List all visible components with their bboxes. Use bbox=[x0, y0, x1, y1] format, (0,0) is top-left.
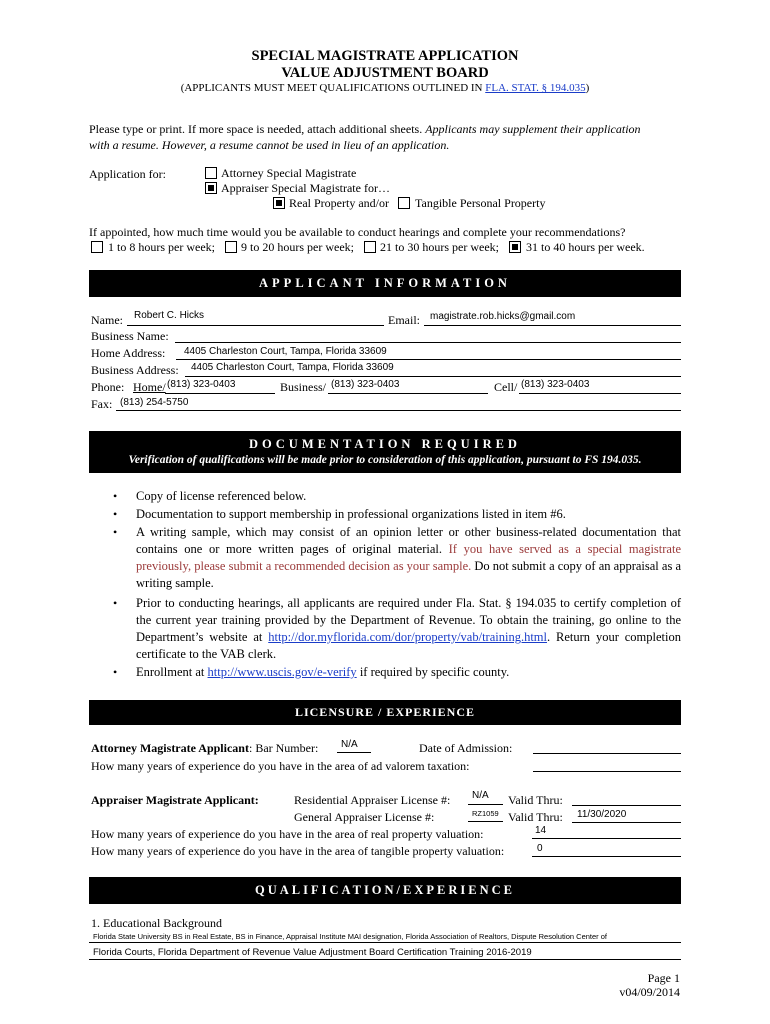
bullet-1-marker: • bbox=[113, 489, 118, 503]
availability-21-30-checkbox[interactable] bbox=[364, 241, 376, 253]
home-address-label: Home Address: bbox=[91, 346, 166, 360]
tangible-years-field[interactable]: 0 bbox=[537, 843, 543, 854]
business-phone-field[interactable]: (813) 323-0403 bbox=[331, 379, 400, 390]
residential-valid-thru-label: Valid Thru: bbox=[508, 793, 563, 807]
bullet-5-plain: Enrollment at bbox=[136, 665, 208, 679]
bullet-3-red: If you have served as a special magistrate previously, please submit a recommended decision as your sample. bbox=[136, 542, 681, 573]
bullet-1-text: Copy of license referenced below. bbox=[136, 489, 307, 503]
documentation-heading-bar bbox=[89, 431, 681, 473]
business-name-field[interactable] bbox=[175, 342, 681, 343]
availability-31-40-label: 31 to 40 hours per week. bbox=[526, 240, 645, 254]
email-underline bbox=[424, 325, 681, 326]
bullet-3-tail: Do not submit a copy of an appraisal as a writing sample. bbox=[136, 559, 681, 590]
qualification-heading: QUALIFICATION/EXPERIENCE bbox=[89, 877, 681, 904]
availability-21-30-label: 21 to 30 hours per week; bbox=[380, 240, 499, 254]
availability-1-8-checkbox[interactable] bbox=[91, 241, 103, 253]
bullet-3-plain: A writing sample, which may consist of an opinion letter or other business-related documentation that contains one or more written pages of original material. bbox=[136, 525, 681, 556]
ad-valorem-years-field[interactable] bbox=[533, 771, 681, 772]
business-address-label: Business Address: bbox=[91, 363, 179, 377]
email-label: Email: bbox=[388, 313, 420, 327]
bar-number-label: : Bar Number: bbox=[248, 741, 319, 755]
educational-background-line-1[interactable]: Florida State University BS in Real Estate, BS in Finance, Appraisal Institute MAI designation, Florida Association of Realtors, Dispute Resolution Center of bbox=[93, 932, 608, 941]
general-valid-thru-label: Valid Thru: bbox=[508, 810, 563, 824]
business-phone-underline bbox=[328, 393, 488, 394]
licensure-heading: LICENSURE / EXPERIENCE bbox=[89, 700, 681, 725]
bullet-3-text bbox=[136, 524, 681, 592]
bullet-2-text: Documentation to support membership in professional organizations listed in item #6. bbox=[136, 507, 566, 521]
education-underline-2 bbox=[89, 959, 681, 960]
tangible-property-checkbox[interactable] bbox=[398, 197, 410, 209]
bullet-4-plain: Prior to conducting hearings, all applicants are required under Fla. Stat. § 194.035 to certify completion of the current year training provided by the Department of Revenue. To obtain the training, go online to the Department’s website at bbox=[136, 596, 681, 644]
general-valid-thru-underline bbox=[572, 822, 681, 823]
bullet-5-text bbox=[136, 664, 681, 681]
attorney-label: Attorney Special Magistrate bbox=[221, 166, 357, 180]
intro-plain: Please type or print. If more space is needed, attach additional sheets. bbox=[89, 122, 426, 136]
bullet-3-marker: • bbox=[113, 525, 118, 539]
tangible-property-label: Tangible Personal Property bbox=[415, 196, 546, 210]
home-address-field[interactable]: 4405 Charleston Court, Tampa, Florida 33609 bbox=[184, 346, 387, 357]
name-underline bbox=[127, 325, 384, 326]
bar-number-field[interactable]: N/A bbox=[341, 739, 358, 750]
cell-phone-label: Cell/ bbox=[494, 380, 518, 394]
page-number: Page 1 bbox=[647, 971, 680, 985]
general-valid-thru-field[interactable]: 11/30/2020 bbox=[577, 809, 627, 820]
availability-9-20-checkbox[interactable] bbox=[225, 241, 237, 253]
residential-valid-thru-field[interactable] bbox=[572, 805, 681, 806]
date-admission-label: Date of Admission: bbox=[419, 741, 513, 755]
real-property-label: Real Property and/or bbox=[289, 196, 389, 210]
attorney-checkbox[interactable] bbox=[205, 167, 217, 179]
form-subtitle: VALUE ADJUSTMENT BOARD bbox=[281, 65, 489, 81]
ad-valorem-question: How many years of experience do you have in the area of ad valorem taxation: bbox=[91, 759, 470, 773]
availability-9-20-label: 9 to 20 hours per week; bbox=[241, 240, 354, 254]
home-phone-field[interactable]: (813) 323-0403 bbox=[167, 379, 236, 390]
availability-question: If appointed, how much time would you be available to conduct hearings and complete your recommendations? bbox=[89, 225, 626, 239]
intro-line-1 bbox=[89, 122, 689, 137]
availability-1-8-label: 1 to 8 hours per week; bbox=[108, 240, 215, 254]
applicant-info-heading: APPLICANT INFORMATION bbox=[89, 270, 681, 297]
appraiser-label: Appraiser Special Magistrate for… bbox=[221, 181, 390, 195]
home-address-underline bbox=[176, 359, 681, 360]
intro-italic-2: with a resume. However, a resume cannot be used in lieu of an application. bbox=[89, 138, 450, 152]
name-field[interactable]: Robert C. Hicks bbox=[134, 310, 205, 321]
bullet-4-tail: . Return your completion certificate to the VAB clerk. bbox=[136, 630, 681, 661]
education-underline-1 bbox=[89, 942, 681, 943]
business-phone-label: Business/ bbox=[280, 380, 327, 394]
intro-italic-1: Applicants may supplement their application bbox=[425, 122, 641, 136]
form-version: v04/09/2014 bbox=[619, 985, 680, 999]
statute-link[interactable]: FLA. STAT. § 194.035 bbox=[485, 82, 586, 94]
tangible-years-underline bbox=[532, 856, 681, 857]
email-field[interactable]: magistrate.rob.hicks@gmail.com bbox=[430, 311, 576, 322]
e-verify-link[interactable]: http://www.uscis.gov/e-verify bbox=[207, 665, 357, 679]
date-admission-field[interactable] bbox=[533, 753, 681, 754]
attorney-applicant-label: Attorney Magistrate Applicant bbox=[91, 741, 249, 755]
general-license-field[interactable]: RZ1059 bbox=[472, 809, 499, 818]
appraiser-applicant-label: Appraiser Magistrate Applicant: bbox=[91, 793, 259, 807]
bullet-2-marker: • bbox=[113, 507, 118, 521]
real-property-checkbox[interactable] bbox=[273, 197, 285, 209]
training-link[interactable]: http://dor.myflorida.com/dor/property/vab/training.html bbox=[268, 630, 548, 644]
bullet-4-text bbox=[136, 595, 681, 663]
bar-number-underline bbox=[337, 752, 371, 753]
cell-phone-underline bbox=[519, 393, 681, 394]
bullet-5-tail: if required by specific county. bbox=[356, 665, 510, 679]
fax-label: Fax: bbox=[91, 397, 113, 411]
tangible-years-question: How many years of experience do you have in the area of tangible property valuation: bbox=[91, 844, 505, 858]
residential-license-label: Residential Appraiser License #: bbox=[294, 793, 451, 807]
availability-31-40-checkbox[interactable] bbox=[509, 241, 521, 253]
home-phone-label: Home/ bbox=[133, 380, 166, 394]
real-property-years-underline bbox=[532, 838, 681, 839]
business-address-field[interactable]: 4405 Charleston Court, Tampa, Florida 33609 bbox=[191, 362, 394, 373]
note-suffix: ) bbox=[585, 82, 590, 94]
business-address-underline bbox=[185, 376, 681, 377]
business-name-label: Business Name: bbox=[91, 329, 169, 343]
bullet-5-marker: • bbox=[113, 665, 118, 679]
attorney-row bbox=[91, 741, 318, 756]
home-phone-underline bbox=[165, 393, 275, 394]
name-label: Name: bbox=[91, 313, 123, 327]
application-for-label: Application for: bbox=[89, 167, 166, 181]
note-prefix: (APPLICANTS MUST MEET QUALIFICATIONS OUTLINED IN bbox=[180, 82, 486, 94]
fax-underline bbox=[116, 410, 681, 411]
educational-background-label: 1. Educational Background bbox=[91, 916, 222, 930]
phone-label: Phone: bbox=[91, 380, 125, 394]
residential-license-underline bbox=[468, 804, 503, 805]
general-license-label: General Appraiser License #: bbox=[294, 810, 435, 824]
educational-background-line-2[interactable]: Florida Courts, Florida Department of Revenue Value Adjustment Board Certification Training 2016-2019 bbox=[93, 947, 532, 958]
documentation-subheading: Verification of qualifications will be made prior to consideration of this application, pursuant to FS 194.035. bbox=[128, 454, 642, 466]
appraiser-checkbox[interactable] bbox=[205, 182, 217, 194]
cell-phone-field[interactable]: (813) 323-0403 bbox=[521, 379, 590, 390]
real-property-years-field[interactable]: 14 bbox=[535, 825, 547, 836]
general-license-underline bbox=[468, 821, 503, 822]
fax-field[interactable]: (813) 254-5750 bbox=[120, 397, 189, 408]
documentation-heading: DOCUMENTATION REQUIRED bbox=[249, 437, 521, 451]
real-property-years-question: How many years of experience do you have in the area of real property valuation: bbox=[91, 827, 484, 841]
bullet-4-marker: • bbox=[113, 596, 118, 610]
qualification-note bbox=[0, 82, 770, 94]
residential-license-field[interactable]: N/A bbox=[472, 790, 489, 801]
form-title: SPECIAL MAGISTRATE APPLICATION bbox=[251, 48, 519, 64]
